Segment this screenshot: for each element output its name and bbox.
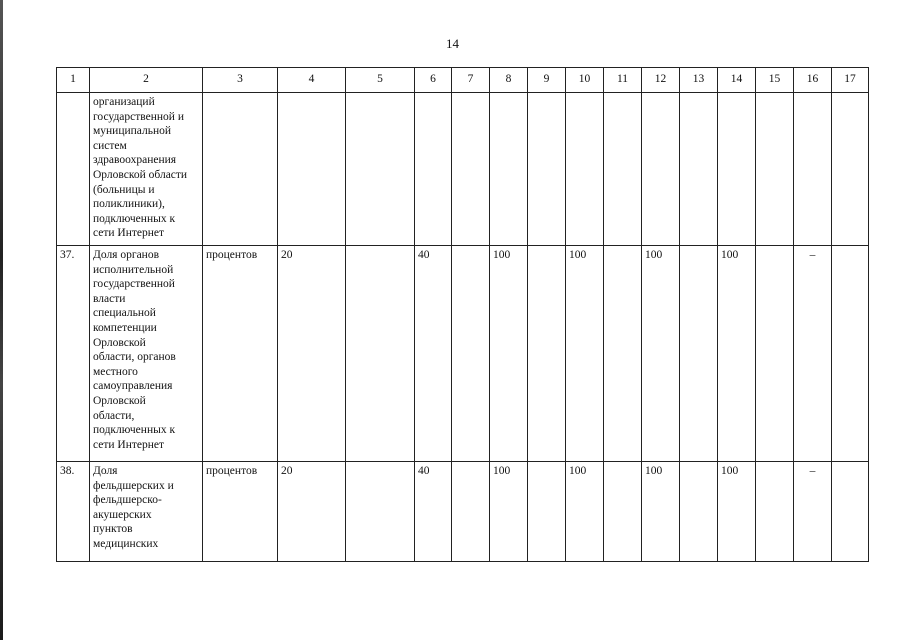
- table-row: [57, 462, 869, 562]
- value-cell-col-13: [680, 93, 718, 246]
- indicator-line: здравоохранения: [93, 154, 177, 167]
- value-cell-col-11: [604, 246, 642, 462]
- column-header: 17: [832, 68, 869, 93]
- value-cell-col-12: 100: [642, 246, 680, 462]
- indicator-line: Орловской области: [93, 168, 188, 181]
- indicator-line: исполнительной: [93, 263, 174, 276]
- value-cell-col-8: 100: [490, 462, 528, 562]
- value-cell-col-6: 40: [415, 462, 452, 562]
- value-cell-col-17: [832, 246, 869, 462]
- indicator-line: акушерских: [93, 508, 152, 521]
- indicator-line: муниципальной: [93, 125, 172, 138]
- indicator-line: государственной: [93, 278, 175, 291]
- indicator-line: специальной: [93, 307, 156, 320]
- column-header: 9: [528, 68, 566, 93]
- indicator-line: Доля органов: [93, 249, 160, 261]
- value-cell-col-15: [756, 246, 794, 462]
- indicator-line: сети Интернет: [93, 227, 165, 240]
- column-header-row: [57, 68, 869, 93]
- value-cell-col-15: [756, 462, 794, 562]
- indicator-line: поликлиники),: [93, 198, 165, 211]
- column-header: 11: [604, 68, 642, 93]
- column-header: 12: [642, 68, 680, 93]
- value-cell-col-6: [415, 93, 452, 246]
- value-cell-col-5: [346, 462, 415, 562]
- column-header: 13: [680, 68, 718, 93]
- column-header: 10: [566, 68, 604, 93]
- indicator-line: (больницы и: [93, 183, 155, 196]
- value-cell-col-9: [528, 93, 566, 246]
- value-cell-col-7: [452, 93, 490, 246]
- value-cell-col-10: 100: [566, 246, 604, 462]
- unit-cell: [203, 93, 278, 246]
- value-cell-col-16: –: [794, 462, 832, 562]
- value-cell-col-8: 100: [490, 246, 528, 462]
- column-header: 7: [452, 68, 490, 93]
- value-cell-col-9: [528, 462, 566, 562]
- column-header: 4: [278, 68, 346, 93]
- column-header: 6: [415, 68, 452, 93]
- column-header: 16: [794, 68, 832, 93]
- value-cell-col-12: 100: [642, 462, 680, 562]
- indicator-line: самоуправления: [93, 380, 173, 393]
- indicators-table: [56, 67, 869, 562]
- unit-cell: процентов: [203, 246, 278, 462]
- indicator-line: области,: [93, 409, 135, 422]
- value-cell-col-13: [680, 462, 718, 562]
- value-cell-col-9: [528, 246, 566, 462]
- indicator-line: Орловской: [93, 336, 146, 349]
- value-cell-col-8: [490, 93, 528, 246]
- indicator-line: Доля: [93, 465, 118, 477]
- value-cell-col-5: [346, 246, 415, 462]
- value-cell-col-10: [566, 93, 604, 246]
- indicator-line: подключенных к: [93, 212, 176, 225]
- value-cell-col-14: 100: [718, 246, 756, 462]
- column-header: 5: [346, 68, 415, 93]
- column-header: 1: [57, 68, 90, 93]
- row-number: 38.: [57, 462, 90, 562]
- value-cell-col-11: [604, 462, 642, 562]
- value-cell-col-7: [452, 246, 490, 462]
- value-cell-col-7: [452, 462, 490, 562]
- indicator-line: области, органов: [93, 351, 176, 364]
- value-cell-col-16: –: [794, 246, 832, 462]
- indicator-line: сети Интернет: [93, 438, 165, 451]
- value-cell-col-16: [794, 93, 832, 246]
- indicator-line: подключенных к: [93, 424, 176, 437]
- value-cell-col-17: [832, 93, 869, 246]
- indicator-line: фельдшерских и: [93, 479, 174, 492]
- indicator-line: фельдшерско-: [93, 494, 162, 507]
- column-header: 15: [756, 68, 794, 93]
- row-number: 37.: [57, 246, 90, 462]
- indicator-name: [90, 246, 203, 462]
- page-number: 14: [446, 36, 459, 51]
- table-row: [57, 93, 869, 246]
- value-cell-col-17: [832, 462, 869, 562]
- indicator-name: [90, 462, 203, 562]
- value-cell-col-6: 40: [415, 246, 452, 462]
- indicator-line: медицинских: [93, 537, 159, 550]
- indicator-line: Орловской: [93, 394, 146, 407]
- value-cell-col-15: [756, 93, 794, 246]
- indicator-line: организаций: [93, 96, 155, 108]
- value-cell-col-14: 100: [718, 462, 756, 562]
- column-header: 3: [203, 68, 278, 93]
- indicator-line: систем: [93, 139, 127, 152]
- column-header: 2: [90, 68, 203, 93]
- value-cell-col-13: [680, 246, 718, 462]
- value-cell-col-12: [642, 93, 680, 246]
- value-cell-col-5: [346, 93, 415, 246]
- value-cell-col-4: 20: [278, 462, 346, 562]
- value-cell-col-10: 100: [566, 462, 604, 562]
- indicator-line: компетенции: [93, 321, 157, 334]
- indicator-name: [90, 93, 203, 246]
- value-cell-col-4: 20: [278, 246, 346, 462]
- indicator-line: пунктов: [93, 523, 133, 536]
- value-cell-col-4: [278, 93, 346, 246]
- unit-cell: процентов: [203, 462, 278, 562]
- value-cell-col-14: [718, 93, 756, 246]
- scan-edge: [0, 0, 3, 640]
- table-row: [57, 246, 869, 462]
- indicator-line: государственной и: [93, 110, 184, 123]
- column-header: 14: [718, 68, 756, 93]
- row-number: [57, 93, 90, 246]
- value-cell-col-11: [604, 93, 642, 246]
- column-header: 8: [490, 68, 528, 93]
- indicator-line: власти: [93, 292, 126, 305]
- indicator-line: местного: [93, 365, 138, 378]
